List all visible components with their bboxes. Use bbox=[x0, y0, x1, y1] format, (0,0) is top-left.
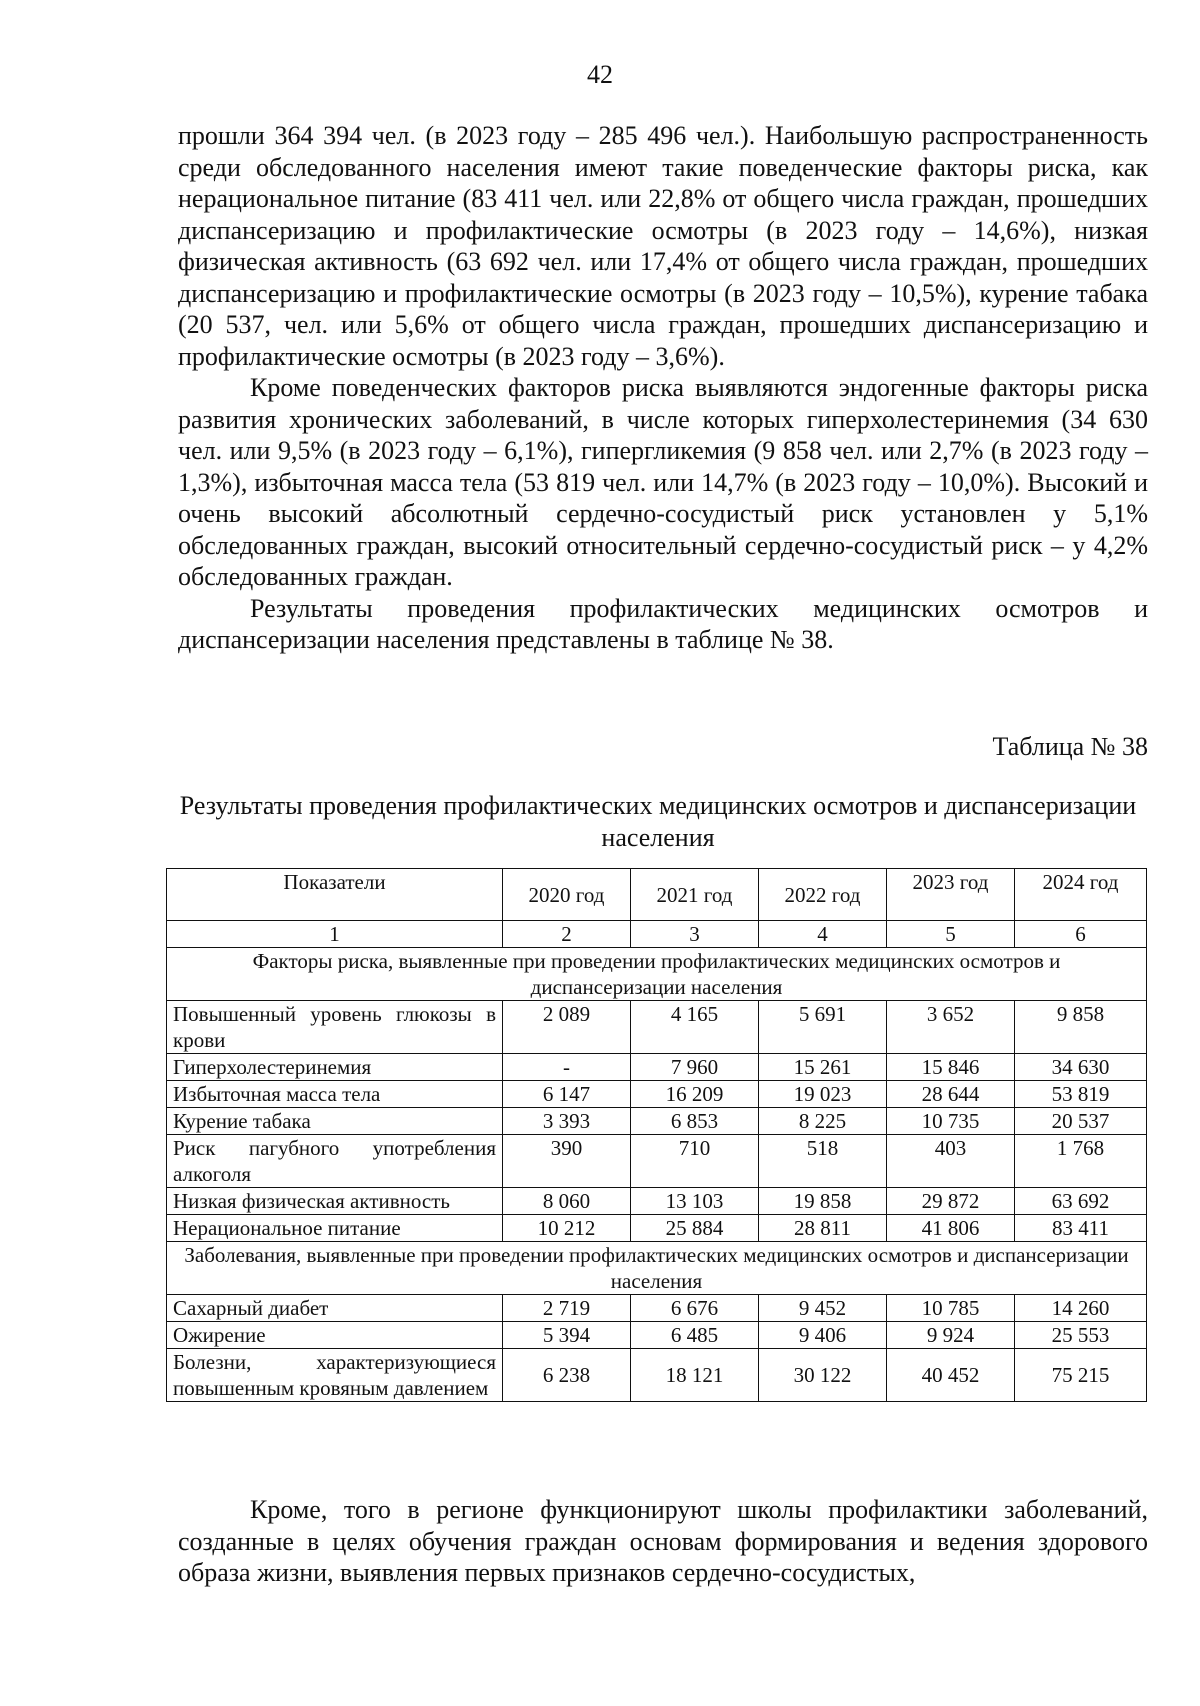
value-cell: 16 209 bbox=[631, 1081, 759, 1108]
value-cell: 5 394 bbox=[503, 1322, 631, 1349]
header-cell: Показатели bbox=[167, 869, 503, 921]
value-cell: 18 121 bbox=[631, 1349, 759, 1402]
value-cell: 10 785 bbox=[887, 1295, 1015, 1322]
table-row bbox=[167, 1054, 1147, 1081]
value-cell: 20 537 bbox=[1015, 1108, 1147, 1135]
indicator-label: Повышенный уровень глюкозы в крови bbox=[167, 1001, 503, 1054]
table-row bbox=[167, 1349, 1147, 1402]
value-cell: 28 811 bbox=[759, 1215, 887, 1242]
value-cell: 30 122 bbox=[759, 1349, 887, 1402]
section-row bbox=[167, 1242, 1147, 1295]
indicator-label: Нерациональное питание bbox=[167, 1215, 503, 1242]
paragraph-3: Результаты проведения профилактических медицинских осмотров и диспансеризации населения представлены в таблице № 38. bbox=[178, 593, 1148, 654]
value-cell: 41 806 bbox=[887, 1215, 1015, 1242]
value-cell: 15 846 bbox=[887, 1054, 1015, 1081]
value-cell: 403 bbox=[887, 1135, 1015, 1188]
value-cell: 6 676 bbox=[631, 1295, 759, 1322]
value-cell: 710 bbox=[631, 1135, 759, 1188]
table-row bbox=[167, 1081, 1147, 1108]
value-cell: 6 238 bbox=[503, 1349, 631, 1402]
table-row bbox=[167, 1295, 1147, 1322]
header-cell: 2024 год bbox=[1015, 869, 1147, 921]
table-label: Таблица № 38 bbox=[992, 732, 1148, 761]
body-text-bottom bbox=[178, 1494, 1148, 1589]
paragraph-4: Кроме, того в регионе функционируют школы профилактики заболеваний, созданные в целях обучения граждан основам формирования и ведения здорового образа жизни, выявления первых признаков сердечно-сосудистых, bbox=[178, 1495, 1148, 1587]
value-cell: 14 260 bbox=[1015, 1295, 1147, 1322]
body-text-top bbox=[178, 120, 1148, 656]
indicator-label: Риск пагубного употребления алкоголя bbox=[167, 1135, 503, 1188]
value-cell: 19 023 bbox=[759, 1081, 887, 1108]
section-header-risk-factors: Факторы риска, выявленные при проведении профилактических медицинских осмотров и диспансеризации населения bbox=[167, 948, 1147, 1001]
value-cell: 34 630 bbox=[1015, 1054, 1147, 1081]
value-cell: 9 406 bbox=[759, 1322, 887, 1349]
table-row bbox=[167, 1108, 1147, 1135]
value-cell: 83 411 bbox=[1015, 1215, 1147, 1242]
paragraph-1: прошли 364 394 чел. (в 2023 году – 285 496 чел.). Наибольшую распространенность среди обследованного населения имеют такие поведенческие факторы риска, как нерациональное питание (83 411 чел. или 22,8% от общего числа граждан, прошедших диспансеризацию и профилактические осмотры (в 2023 году – 14,6%), низкая физическая активность (63 692 чел. или 17,4% от общего числа граждан, прошедших диспансеризацию и профилактические осмотры (в 2023 году – 10,5%), курение табака (20 537, чел. или 5,6% от общего числа граждан, прошедших диспансеризацию и профилактические осмотры (в 2023 году – 3,6%). bbox=[178, 121, 1148, 371]
value-cell: 40 452 bbox=[887, 1349, 1015, 1402]
column-number: 4 bbox=[759, 921, 887, 948]
indicator-label: Сахарный диабет bbox=[167, 1295, 503, 1322]
table-title: Результаты проведения профилактических медицинских осмотров и диспансеризации населения bbox=[179, 791, 1137, 852]
value-cell: 19 858 bbox=[759, 1188, 887, 1215]
value-cell: 29 872 bbox=[887, 1188, 1015, 1215]
column-number: 5 bbox=[887, 921, 1015, 948]
value-cell: 6 147 bbox=[503, 1081, 631, 1108]
value-cell: 3 652 bbox=[887, 1001, 1015, 1054]
header-row bbox=[167, 869, 1147, 921]
header-cell: 2023 год bbox=[887, 869, 1015, 921]
paragraph-2: Кроме поведенческих факторов риска выявляются эндогенные факторы риска развития хронических заболеваний, в числе которых гиперхолестеринемия (34 630 чел. или 9,5% (в 2023 году – 6,1%), гипергликемия (9 858 чел. или 2,7% (в 2023 году – 1,3%), избыточная масса тела (53 819 чел. или 14,7% (в 2023 году – 10,0%). Высокий и очень высокий абсолютный сердечно-сосудистый риск установлен у 5,1% обследованных граждан, высокий относительный сердечно-сосудистый риск – у 4,2% обследованных граждан. bbox=[178, 373, 1148, 591]
indicator-label: Курение табака bbox=[167, 1108, 503, 1135]
value-cell: 8 060 bbox=[503, 1188, 631, 1215]
value-cell: 518 bbox=[759, 1135, 887, 1188]
table-row bbox=[167, 1135, 1147, 1188]
value-cell: 5 691 bbox=[759, 1001, 887, 1054]
value-cell: 10 735 bbox=[887, 1108, 1015, 1135]
table-row bbox=[167, 1188, 1147, 1215]
value-cell: 2 719 bbox=[503, 1295, 631, 1322]
value-cell: 25 553 bbox=[1015, 1322, 1147, 1349]
value-cell: 7 960 bbox=[631, 1054, 759, 1081]
value-cell: 2 089 bbox=[503, 1001, 631, 1054]
value-cell: 75 215 bbox=[1015, 1349, 1147, 1402]
indicator-label: Избыточная масса тела bbox=[167, 1081, 503, 1108]
value-cell: 9 452 bbox=[759, 1295, 887, 1322]
value-cell: 63 692 bbox=[1015, 1188, 1147, 1215]
value-cell: 390 bbox=[503, 1135, 631, 1188]
section-row bbox=[167, 948, 1147, 1001]
value-cell: 15 261 bbox=[759, 1054, 887, 1081]
indicator-label: Ожирение bbox=[167, 1322, 503, 1349]
value-cell: 28 644 bbox=[887, 1081, 1015, 1108]
header-cell: 2020 год bbox=[503, 869, 631, 921]
column-number: 1 bbox=[167, 921, 503, 948]
results-table bbox=[166, 868, 1147, 1402]
column-number: 6 bbox=[1015, 921, 1147, 948]
value-cell: 6 853 bbox=[631, 1108, 759, 1135]
table-row bbox=[167, 1001, 1147, 1054]
indicator-label: Низкая физическая активность bbox=[167, 1188, 503, 1215]
column-number: 2 bbox=[503, 921, 631, 948]
value-cell: 6 485 bbox=[631, 1322, 759, 1349]
value-cell: 25 884 bbox=[631, 1215, 759, 1242]
value-cell: 10 212 bbox=[503, 1215, 631, 1242]
value-cell: 3 393 bbox=[503, 1108, 631, 1135]
table-row bbox=[167, 1215, 1147, 1242]
value-cell: 13 103 bbox=[631, 1188, 759, 1215]
header-cell: 2022 год bbox=[759, 869, 887, 921]
page-number: 42 bbox=[587, 60, 613, 89]
header-cell: 2021 год bbox=[631, 869, 759, 921]
value-cell: 4 165 bbox=[631, 1001, 759, 1054]
value-cell: - bbox=[503, 1054, 631, 1081]
table-row bbox=[167, 1322, 1147, 1349]
value-cell: 53 819 bbox=[1015, 1081, 1147, 1108]
column-number-row bbox=[167, 921, 1147, 948]
value-cell: 9 924 bbox=[887, 1322, 1015, 1349]
value-cell: 8 225 bbox=[759, 1108, 887, 1135]
column-number: 3 bbox=[631, 921, 759, 948]
value-cell: 9 858 bbox=[1015, 1001, 1147, 1054]
indicator-label: Болезни, характеризующиеся повышенным кровяным давлением bbox=[167, 1349, 503, 1402]
section-header-diseases: Заболевания, выявленные при проведении профилактических медицинских осмотров и диспансеризации населения bbox=[167, 1242, 1147, 1295]
value-cell: 1 768 bbox=[1015, 1135, 1147, 1188]
indicator-label: Гиперхолестеринемия bbox=[167, 1054, 503, 1081]
